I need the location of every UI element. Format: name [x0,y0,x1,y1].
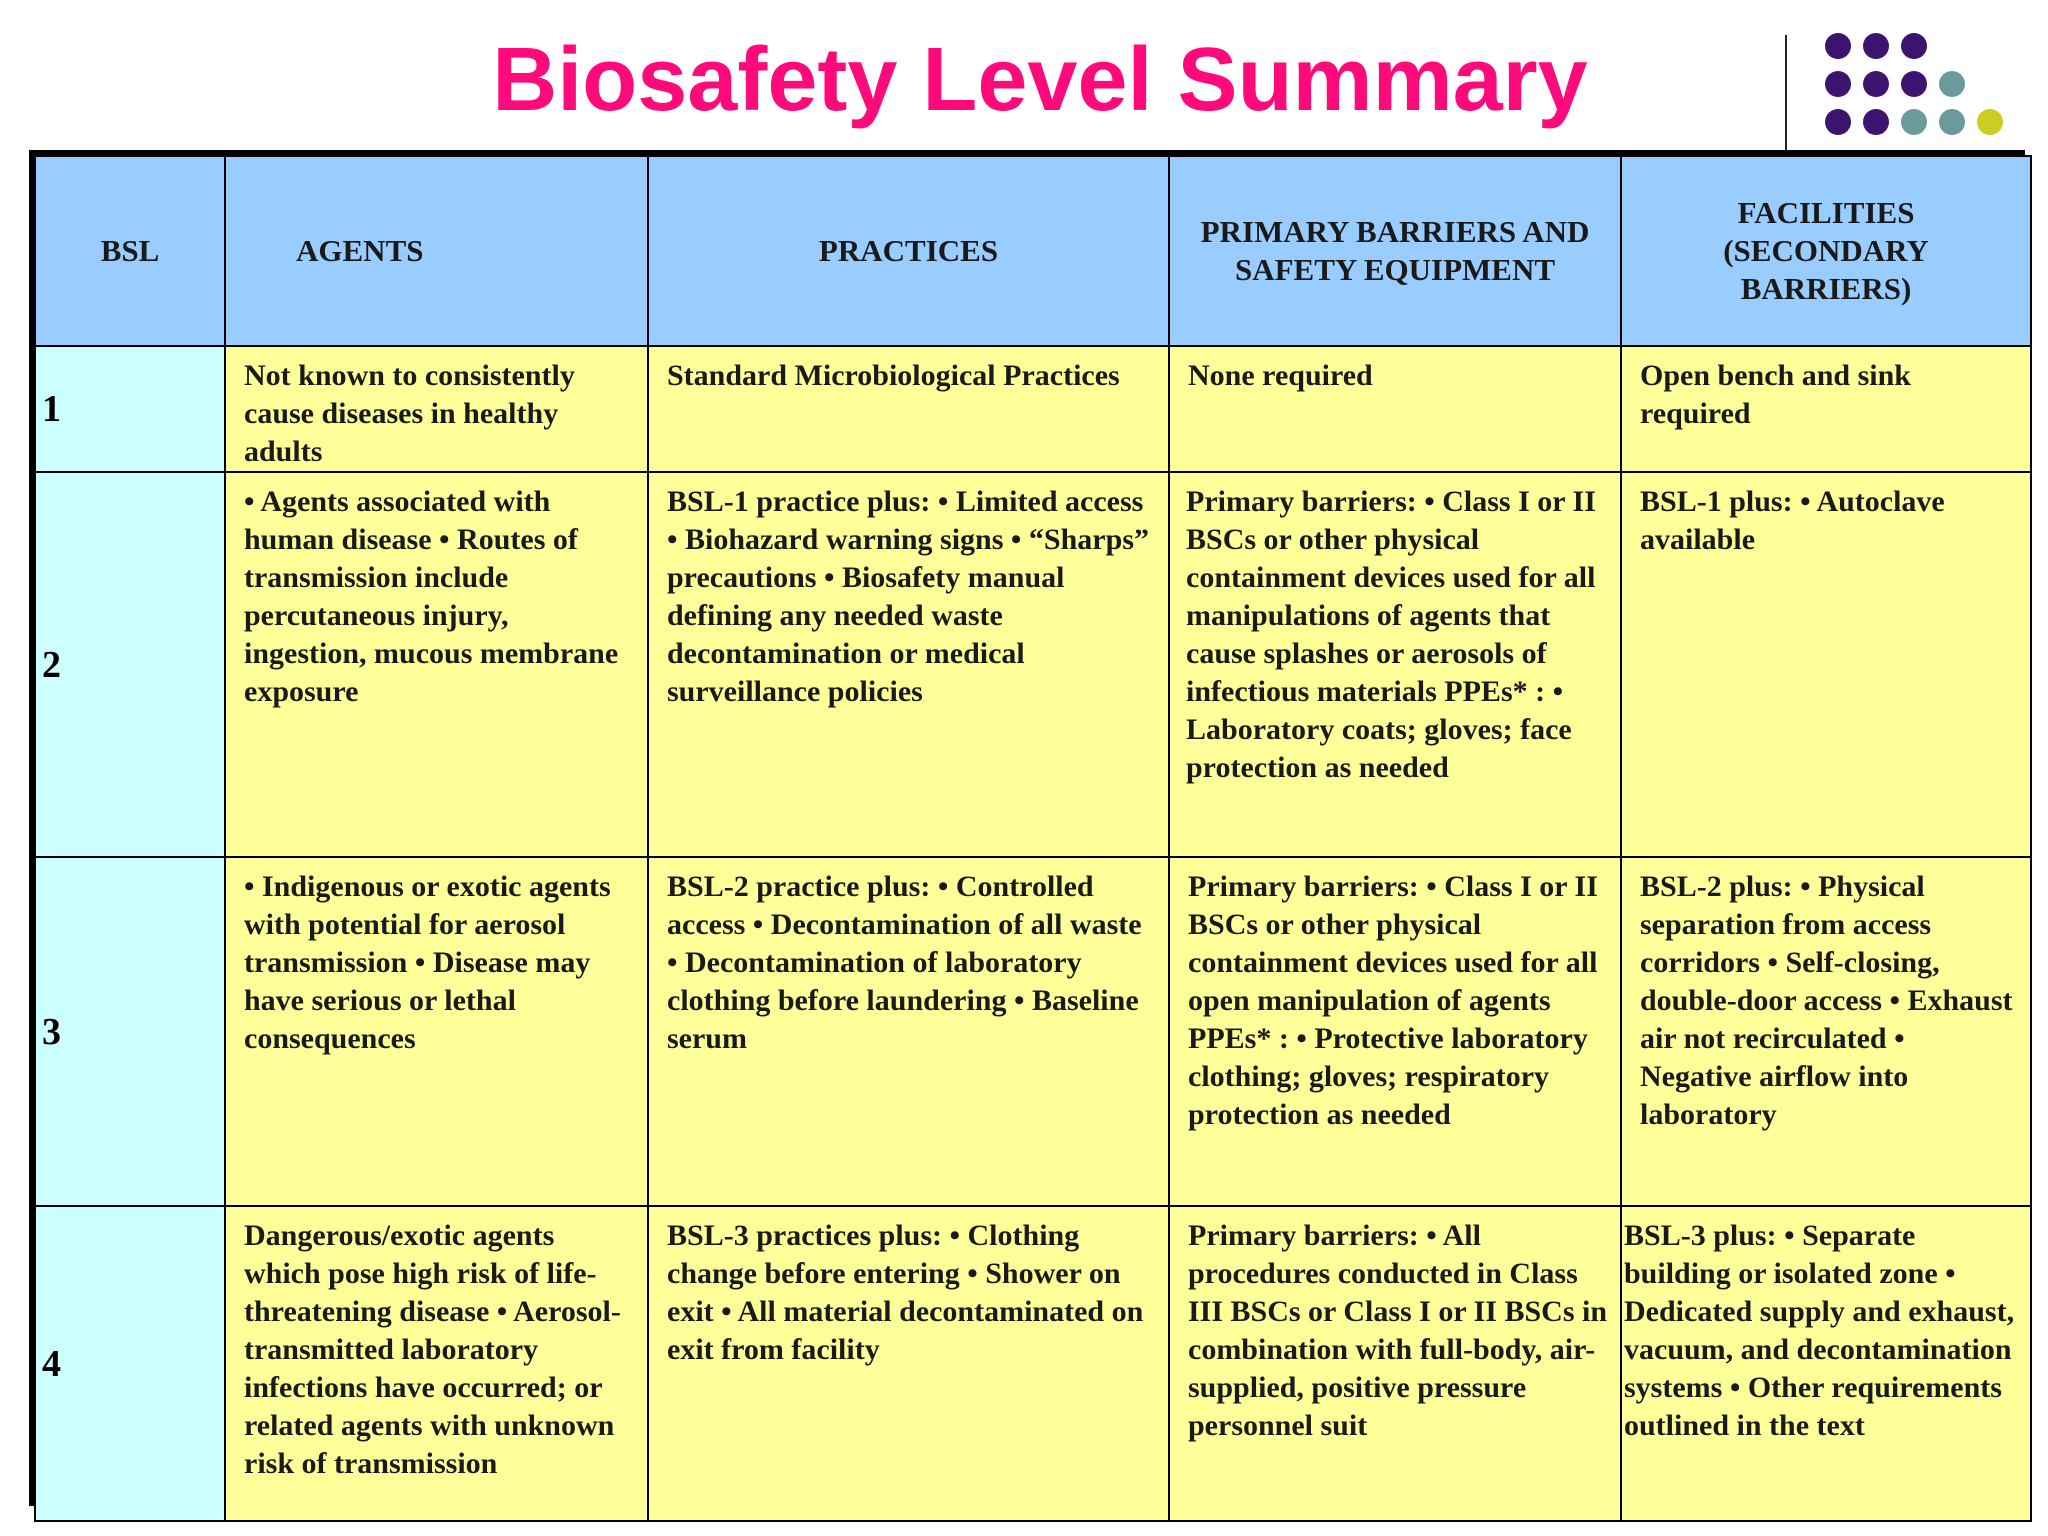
header-facilities: FACILITIES (SECONDARY BARRIERS) [1621,156,2031,346]
facilities-cell: BSL-3 plus: • Separate building or isolated zone • Dedicated supply and exhaust, vacuum, and decontamination systems • Other requirements outlined in the text [1621,1206,2031,1521]
header-primary-barriers: PRIMARY BARRIERS AND SAFETY EQUIPMENT [1169,156,1621,346]
header-practices: PRACTICES [648,156,1169,346]
decorative-dot [1901,71,1927,97]
table-row [35,857,2031,1206]
agents-cell: Not known to consistently cause diseases in healthy adults [225,346,648,472]
table-row [35,1206,2031,1521]
practices-cell: Standard Microbiological Practices [648,346,1169,472]
primary-barriers-cell: Primary barriers: • Class I or II BSCs or other physical containment devices used for all open manipulation of agents PPEs* : • Protective laboratory clothing; gloves; respiratory protection as needed [1169,857,1621,1206]
decorative-dot [1939,71,1965,97]
primary-barriers-cell: Primary barriers: • Class I or II BSCs or other physical containment devices used for all manipulations of agents that cause splashes or aerosols of infectious materials PPEs* : • Laboratory coats; gloves; face protection as needed [1169,472,1621,857]
practices-cell: BSL-3 practices plus: • Clothing change before entering • Shower on exit • All material decontaminated on exit from facility [648,1206,1169,1521]
decorative-dot [1825,109,1851,135]
slide-title: Biosafety Level Summary [492,30,1588,130]
title-divider [1785,35,1787,151]
decorative-dot [1939,109,1965,135]
table-row [35,346,2031,472]
facilities-cell: Open bench and sink required [1621,346,2031,472]
bsl-level: 2 [35,472,225,857]
decorative-dot [1863,33,1889,59]
decorative-dot [1863,109,1889,135]
practices-cell: BSL-2 practice plus: • Controlled access • Decontamination of all waste • Decontamination of laboratory clothing before laundering • Baseline serum [648,857,1169,1206]
bsl-level: 3 [35,857,225,1206]
decorative-dot [1977,109,2003,135]
agents-cell: • Agents associated with human disease • Routes of transmission include percutaneous injury, ingestion, mucous membrane exposure [225,472,648,857]
primary-barriers-cell: Primary barriers: • All procedures conducted in Class III BSCs or Class I or II BSCs in combination with full-body, air-supplied, positive pressure personnel suit [1169,1206,1621,1521]
decorative-dot [1901,109,1927,135]
decorative-dot [1901,33,1927,59]
header-agents: AGENTS [225,156,648,346]
header-bsl: BSL [35,156,225,346]
biosafety-table [29,150,2025,1506]
header-row [35,156,2031,346]
bsl-level: 1 [35,346,225,472]
facilities-cell: BSL-1 plus: • Autoclave available [1621,472,2031,857]
agents-cell: Dangerous/exotic agents which pose high risk of life-threatening disease • Aerosol-transmitted laboratory infections have occurred; or related agents with unknown risk of transmission [225,1206,648,1521]
agents-cell: • Indigenous or exotic agents with potential for aerosol transmission • Disease may have serious or lethal consequences [225,857,648,1206]
practices-cell: BSL-1 practice plus: • Limited access • Biohazard warning signs • “Sharps” precautions • Biosafety manual defining any needed waste decontamination or medical surveillance policies [648,472,1169,857]
decorative-dot [1825,33,1851,59]
table-row [35,472,2031,857]
decorative-dot [1825,71,1851,97]
bsl-summary-table [34,155,2032,1522]
primary-barriers-cell: None required [1169,346,1621,472]
facilities-cell: BSL-2 plus: • Physical separation from access corridors • Self-closing, double-door access • Exhaust air not recirculated • Negative airflow into laboratory [1621,857,2031,1206]
bsl-level: 4 [35,1206,225,1521]
decorative-dot [1863,71,1889,97]
decorative-dot-grid [1825,33,2015,153]
